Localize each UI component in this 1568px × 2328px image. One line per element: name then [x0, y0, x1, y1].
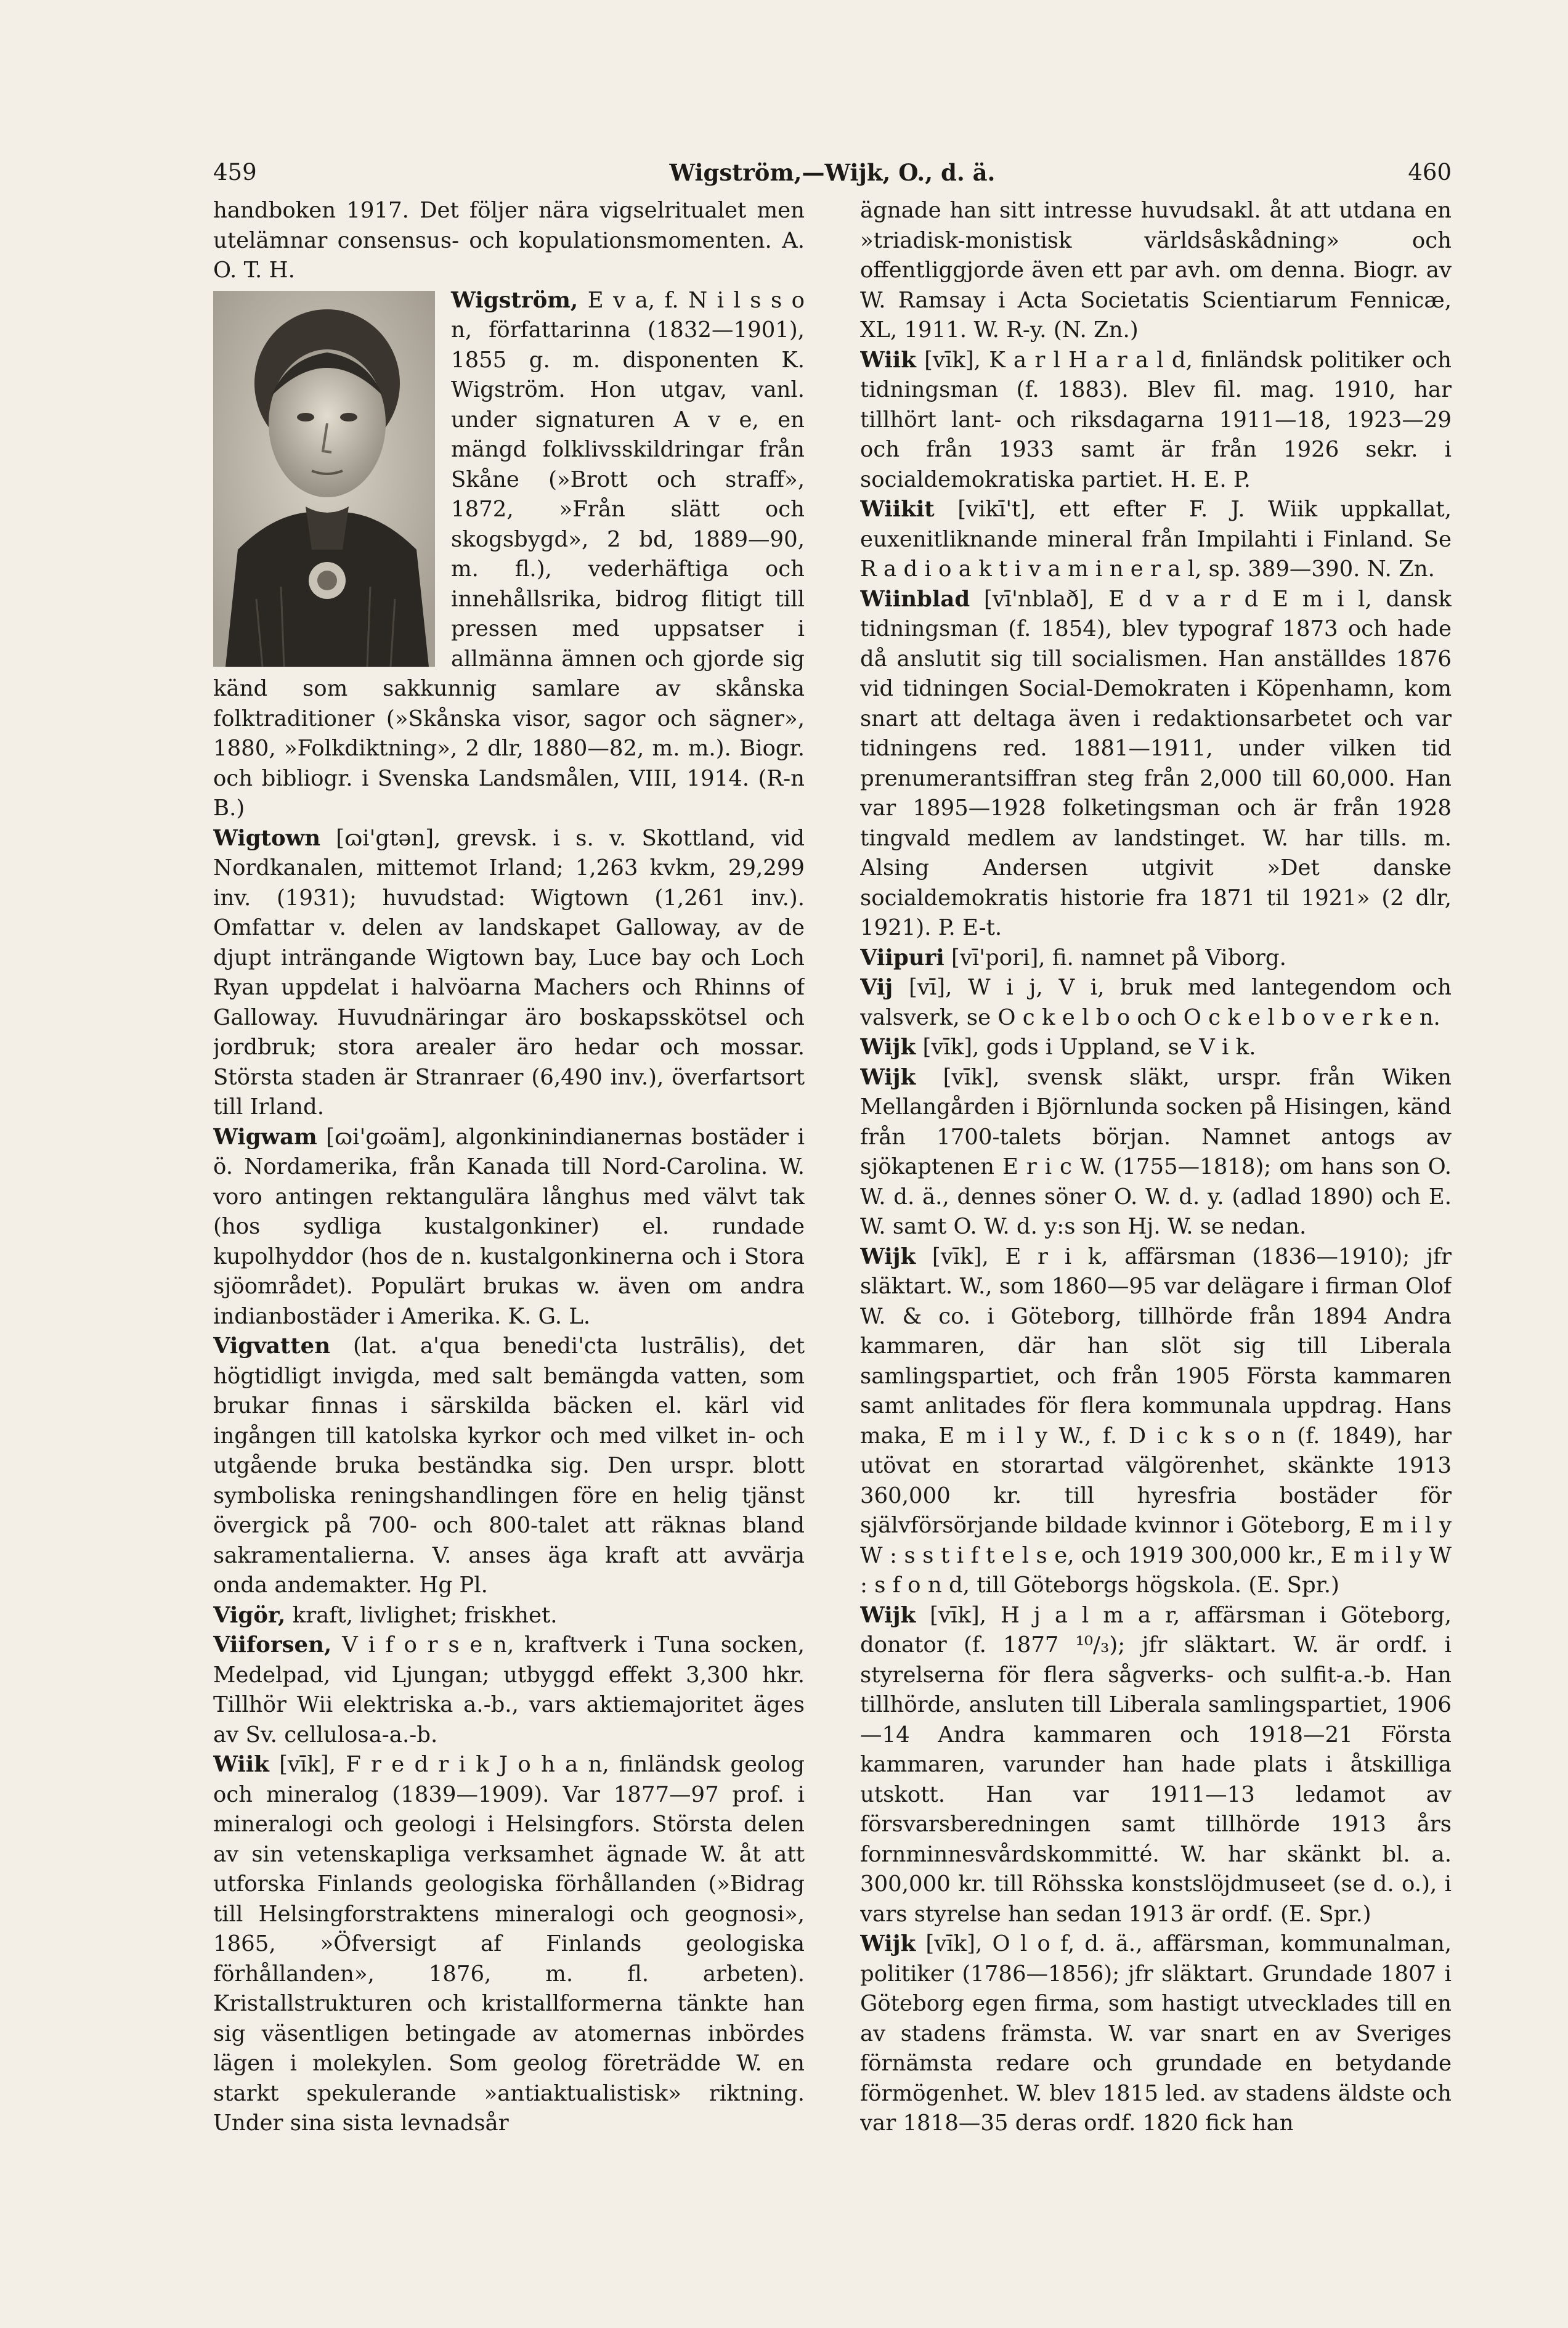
- entry-wigtown: Wigtown [ɷi'gtən], grevsk. i s. v. Skottland, vid Nordkanalen, mittemot Irland; 1,263 kvkm, 29,299 inv. (1931); huvudstad: Wigtown (1,261 inv.). Omfattar v. delen av landskapet Galloway, av de djupt inträngande Wigtown bay, Luce bay och Loch Ryan uppdelat i halvöarna Machers och Rhinns of Galloway. Huvudnäringar äro boskapsskötsel och jordbruk; stora arealer äro hedar och mossar. Största staden är Stranraer (6,490 inv.), överfartsort till Irland.: [213, 825, 805, 1120]
- entry-wijk-gods: Wijk [vīk], gods i Uppland, se V i k.: [860, 1035, 1256, 1060]
- entry-viiforsen: Viiforsen, V i f o r s e n, kraftverk i Tuna socken, Medelpad, vid Ljungan; utbyggd effekt 3,300 hkr. Tillhör Wii elektriska a.-b., vars aktiemajoritet äges av Sv. cellulosa-a.-b.: [213, 1632, 805, 1748]
- running-title: Wigström,—Wijk, O., d. ä.: [669, 159, 996, 186]
- entry-continuation: handboken 1917. Det följer nära vigselritualet men utelämnar consensus- och kopulationsmomenten. A. O. T. H.: [213, 198, 805, 283]
- entry-wiik-fredrik: Wiik [vīk], F r e d r i k J o h a n, finländsk geolog och mineralog (1839—1909). Var 1877—97 prof. i mineralogi och geologi i Helsingfors. Största delen av sin vetenskapliga verksamhet ägnade W. åt att utforska Finlands geologiska förhållanden (»Bidrag till Helsingforstraktens mineralogi och geognosi», 1865, »Öfversigt af Finlands geologiska förhållanden», 1876, m. fl. arbeten). Kristallstrukturen och kristallformerna tänkte han sig väsentligen betingade av atomernas inbördes lägen i molekylen. Som geolog företrädde W. en starkt spekulerande »antiaktualistisk» riktning. Under sina sista levnadsår: [213, 1752, 805, 2136]
- entry-wigstrom-eva: Wigström, E v a, f. N i l s s o n, författarinna (1832—1901), 1855 g. m. disponenten K. Wigström. Hon utgav, vanl. under signaturen A v e, en mängd folklivsskildringar från Skåne (»Brott och straff», 1872, »Från slätt och skogsbygd», 2 bd, 1889—90, m. fl.), vederhäftiga och innehållsrika, bidrog flitigt till pressen med uppsatser i allmänna ämnen och gjorde sig känd som sakkunnig samlare av skånska folktraditioner (»Skånska visor, sagor och sägner», 1880, »Folkdiktning», 2 dlr, 1880—82, m. m.). Biogr. och bibliogr. i Svenska Landsmålen, VIII, 1914. (R-n B.): [213, 287, 805, 821]
- entry-vij: Vij [vī], W i j, V i, bruk med lantegendom och valsverk, se O c k e l b o och O c k e l b o v e r k e n.: [860, 975, 1452, 1030]
- running-header: [213, 154, 1452, 191]
- entry-continuation-right: ägnade han sitt intresse huvudsakl. åt att utdana en »triadisk-monistisk världsåskådning» och offentliggjorde även ett par avh. om denna. Biogr. av W. Ramsay i Acta Societatis Scientiarum Fennicæ, XL, 1911. W. R-y. (N. Zn.): [860, 198, 1452, 343]
- page-number-right: 460: [1408, 159, 1452, 185]
- left-column: [213, 196, 805, 2260]
- right-column: [860, 196, 1452, 2260]
- entry-wijk-erik: Wijk [vīk], E r i k, affärsman (1836—1910); jfr släktart. W., som 1860—95 var delägare i firman Olof W. & co. i Göteborg, tillhörde från 1894 Andra kammaren, där han slöt sig till Liberala samlingspartiet, och från 1905 Första kammaren samt anlitades för flera kommunala uppdrag. Hans maka, E m i l y W., f. D i c k s o n (f. 1849), har utövat en storartad välgörenhet, skänkte 1913 360,000 kr. till hyresfria bostäder för självförsörjande bildade kvinnor i Göteborg, E m i l y W : s s t i f t e l s e, och 1919 300,000 kr., E m i l y W : s f o n d, till Göteborgs högskola. (E. Spr.): [860, 1243, 1452, 1598]
- entry-wijk-hjalmar: Wijk [vīk], H j a l m a r, affärsman i Göteborg, donator (f. 1877 ¹⁰/₃); jfr släktart. W. är ordf. i styrelserna för flera sågverks- och sulfit-a.-b. Han tillhörde, ansluten till Liberala samlingspartiet, 1906—14 Andra kammaren och 1918—21 Första kammaren, varunder han hade plats i åtskilliga utskott. Han var 1911—13 ledamot av försvarsberedningen samt tillhörde 1913 års fornminnesvårdskommitté. W. har skänkt bl. a. 300,000 kr. till Röhsska konstslöjdmuseet (se d. o.), i vars styrelse han sedan 1913 är ordf. (E. Spr.): [860, 1602, 1452, 1927]
- entry-wiik-karl: Wiik [vīk], K a r l H a r a l d, finländsk politiker och tidningsman (f. 1883). Blev fil. mag. 1910, har tillhört lant- och riksdagarna 1911—18, 1923—29 och från 1933 samt är från 1926 sekr. i socialdemokratiska partiet. H. E. P.: [860, 347, 1452, 492]
- entry-vigvatten: Vigvatten (lat. a'qua benedi'cta lustrālis), det högtidligt invigda, med salt bemängda vatten, som brukar finnas i särskilda bäcken el. kärl vid ingången till katolska kyrkor och med vilket in- och utgående bruka beständka sig. Den urspr. blott symboliska reningshandlingen före en helig tjänst övergick på 700- och 800-talet att räknas bland sakramentalierna. V. anses äga kraft att avvärja onda andemakter. Hg Pl.: [213, 1333, 805, 1598]
- entry-wiikit: Wiikit [vikī't], ett efter F. J. Wiik uppkallat, euxenitliknande mineral från Impilahti i Finland. Se R a d i o a k t i v a m i n e r a l, sp. 389—390. N. Zn.: [860, 497, 1452, 582]
- page-number-left: 459: [213, 159, 257, 185]
- entry-viipuri: Viipuri [vī'pori], fi. namnet på Viborg.: [860, 945, 1286, 971]
- entry-wigwam: Wigwam [ɷi'gɷäm], algonkinindianernas bostäder i ö. Nordamerika, från Kanada till Nord-Carolina. W. voro antingen rektangulära långhus med välvt tak (hos sydliga kustalgonkiner) el. rundade kupolhyddor (hos de n. kustalgonkinerna och i Stora sjöområdet). Populärt brukas w. även om andra indianbostäder i Amerika. K. G. L.: [213, 1124, 805, 1329]
- entry-wijk-slakt: Wijk [vīk], svensk släkt, urspr. från Wiken Mellangården i Björnlunda socken på Hisingen, känd från 1700-talets början. Namnet antogs av sjökaptenen E r i c W. (1755—1818); om hans son O. W. d. ä., dennes söner O. W. d. y. (adlad 1890) och E. W. samt O. W. d. y:s son Hj. W. se nedan.: [860, 1064, 1452, 1239]
- entry-wijk-olof: Wijk [vīk], O l o f, d. ä., affärsman, kommunalman, politiker (1786—1856); jfr släktart. Grundade 1807 i Göteborg egen firma, som hastigt utvecklades till en av stadens främsta. W. var snart en av Sveriges förnämsta redare och grundade en betydande förmögenhet. W. blev 1815 led. av stadens äldste och var 1818—35 deras ordf. 1820 fick han: [860, 1931, 1452, 2136]
- portrait-photo: [213, 291, 435, 667]
- entry-vigor: Vigör, kraft, livlighet; friskhet.: [213, 1602, 558, 1628]
- portrait-image: [213, 291, 435, 667]
- entry-wiinblad: Wiinblad [vī'nblað], E d v a r d E m i l, dansk tidningsman (f. 1854), blev typograf 1873 och hade då anslutit sig till socialismen. Han anställdes 1876 vid tidningen Social-Demokraten i Köpenhamn, kom snart att deltaga även i redaktionsarbetet och var tidningens red. 1881—1911, under vilken tid prenumerantsiffran steg från 2,000 till 60,000. Han var 1895—1928 folketingsman och är från 1928 tingvald medlem av landstinget. W. har tills. m. Alsing Andersen utgivit »Det danske socialdemokratis historie fra 1871 til 1921» (2 dlr, 1921). P. E-t.: [860, 586, 1452, 940]
